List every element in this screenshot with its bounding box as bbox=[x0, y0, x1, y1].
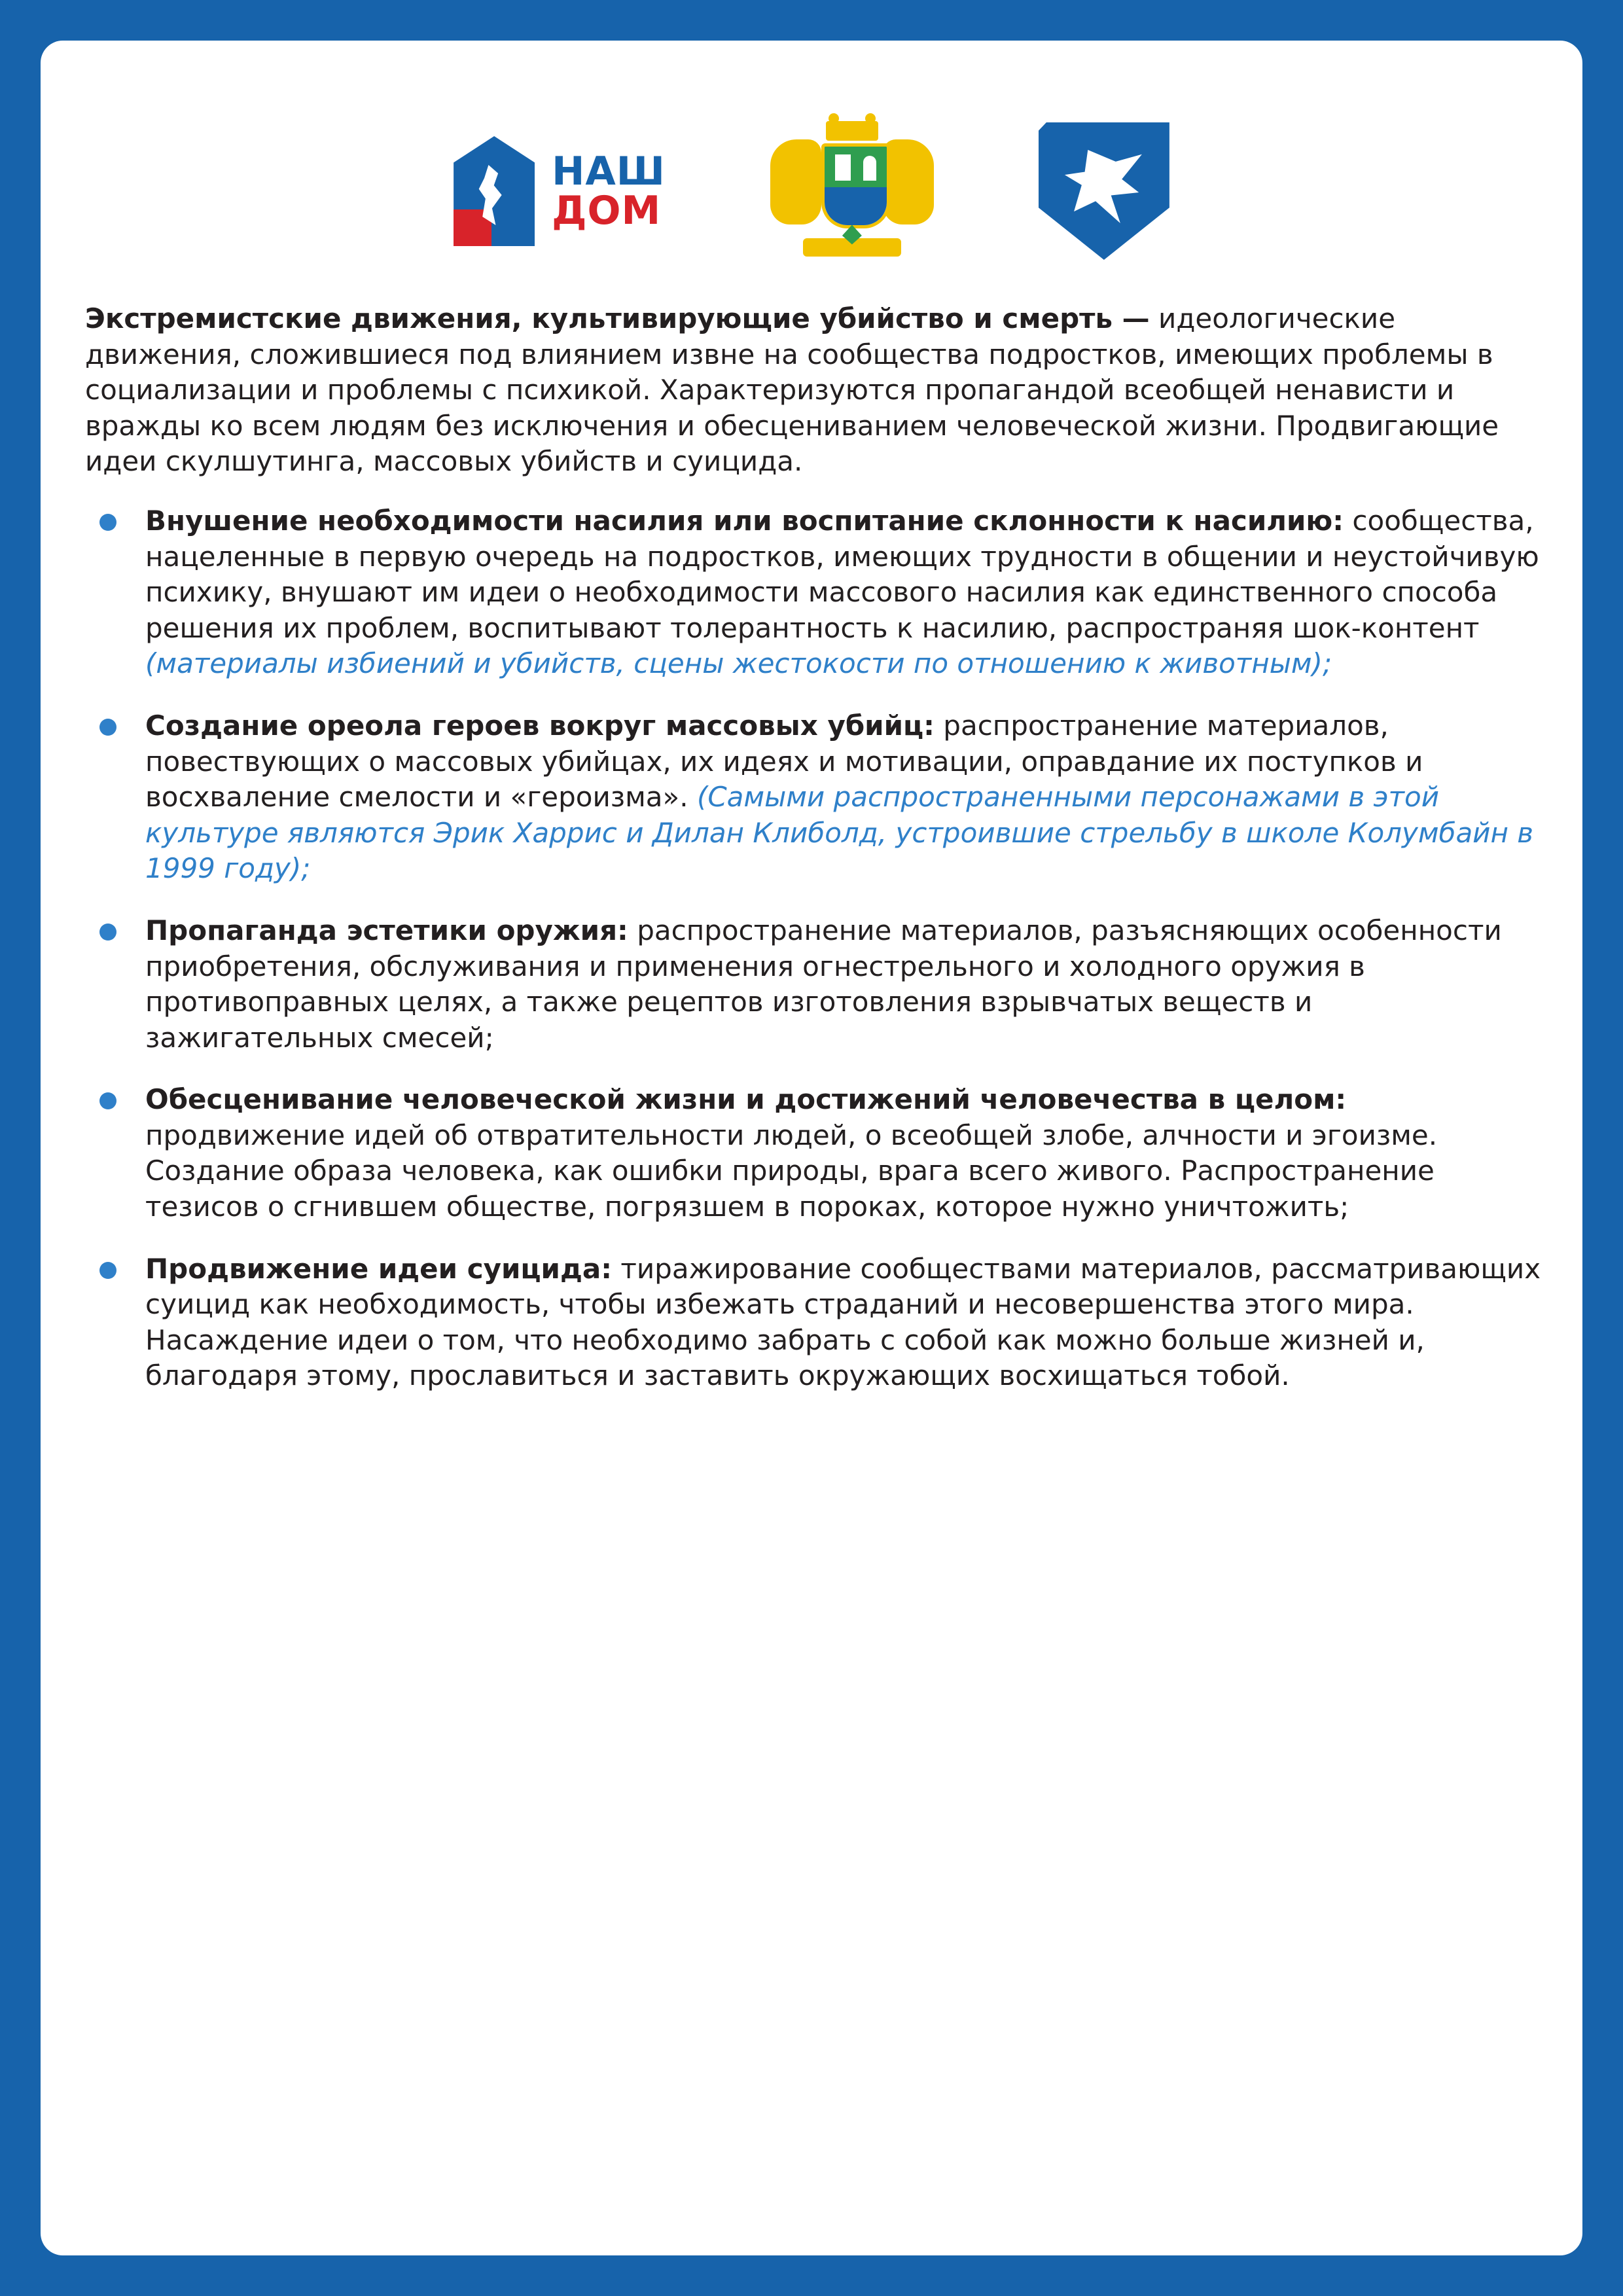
bullet-title: Внушение необходимости насилия или воспитание склонности к насилию: bbox=[145, 504, 1344, 537]
bullet-list bbox=[85, 503, 1544, 1394]
nash-dom-line1: НАШ bbox=[552, 149, 666, 194]
bullet-title: Пропаганда эстетики оружия: bbox=[145, 914, 628, 946]
content-area bbox=[85, 301, 1544, 1420]
intro-lead: Экстремистские движения, культивирующие убийство и смерть — bbox=[85, 302, 1150, 334]
list-item bbox=[85, 1251, 1544, 1394]
bullet-dot-icon bbox=[99, 719, 116, 736]
bullet-text: тиражирование сообществами материалов, рассматривающих суицид как необходимость, чтобы избежать страданий и несовершенства этого мира. Насаждение идеи о том, что необходимо забрать с собой как можно больше жизней и, благодаря этому, прославиться и заставить окружающих восхищаться тобой. bbox=[145, 1252, 1541, 1392]
poster-card bbox=[41, 41, 1582, 2255]
nash-dom-line2: ДОМ bbox=[552, 188, 662, 234]
bullet-title: Создание ореола героев вокруг массовых убийц: bbox=[145, 709, 935, 742]
list-item bbox=[85, 708, 1544, 887]
bullet-note: (Самыми распространенными персонажами в этой культуре являются Эрик Харрис и Дилан Клиболд, устроившие стрельбу в школе Колумбайн в 1999 году); bbox=[145, 781, 1534, 885]
bullet-title: Обесценивание человеческой жизни и достижений человечества в целом: bbox=[145, 1083, 1347, 1116]
intro-body: идеологические движения, сложившиеся под влиянием извне на сообщества подростков, имеющих проблемы в социализации и проблемы с психикой. Характеризуются пропагандой всеобщей ненависти и вражды ко всем людям без исключения и обесцениванием человеческой жизни. Продвигающие идеи скулшутинга, массовых убийств и суицида. bbox=[85, 302, 1499, 478]
list-item bbox=[85, 1082, 1544, 1225]
bullet-dot-icon bbox=[99, 1262, 116, 1279]
nash-dom-wordmark bbox=[552, 149, 666, 234]
bullet-text: распространение материалов, повествующих о массовых убийцах, их идеях и мотивации, оправдание их поступков и восхваление смелости и «героизма». bbox=[145, 709, 1423, 814]
intro-paragraph bbox=[85, 301, 1525, 480]
bullet-dot-icon bbox=[99, 1092, 116, 1109]
bullet-text: продвижение идей об отвратительности людей, о всеобщей злобе, алчности и эгоизме. Создание образа человека, как ошибки природы, врага всего живого. Распространение тезисов о сгнившем обществе, погрязшем в пороках, которое нужно уничтожить; bbox=[145, 1119, 1438, 1223]
logo-row bbox=[41, 106, 1582, 276]
bullet-text: сообщества, нацеленные в первую очередь на подростков, имеющих трудности в общении и неустойчивую психику, внушают им идеи о необходимости массового насилия как единственного способа решения их проблем, воспитывают толерантность к насилию, распространяя шок-контент bbox=[145, 504, 1539, 644]
ekaterinburg-coat-of-arms-icon bbox=[764, 121, 940, 262]
bullet-title: Продвижение идеи суицида: bbox=[145, 1252, 613, 1285]
bullet-note: (материалы избиений и убийств, сцены жестокости по отношению к животным); bbox=[145, 647, 1332, 680]
nash-dom-logo bbox=[454, 136, 666, 246]
bullet-dot-icon bbox=[99, 924, 116, 941]
list-item bbox=[85, 503, 1544, 682]
bullet-text: распространение материалов, разъясняющих особенности приобретения, обслуживания и применения огнестрельного и холодного оружия в противоправных целях, а также рецептов изготовления взрывчатых веществ и зажигательных смесей; bbox=[145, 914, 1502, 1054]
bullet-dot-icon bbox=[99, 514, 116, 531]
shield-dove-icon bbox=[1039, 122, 1169, 260]
house-silhouette-icon bbox=[454, 136, 535, 246]
list-item bbox=[85, 913, 1544, 1056]
